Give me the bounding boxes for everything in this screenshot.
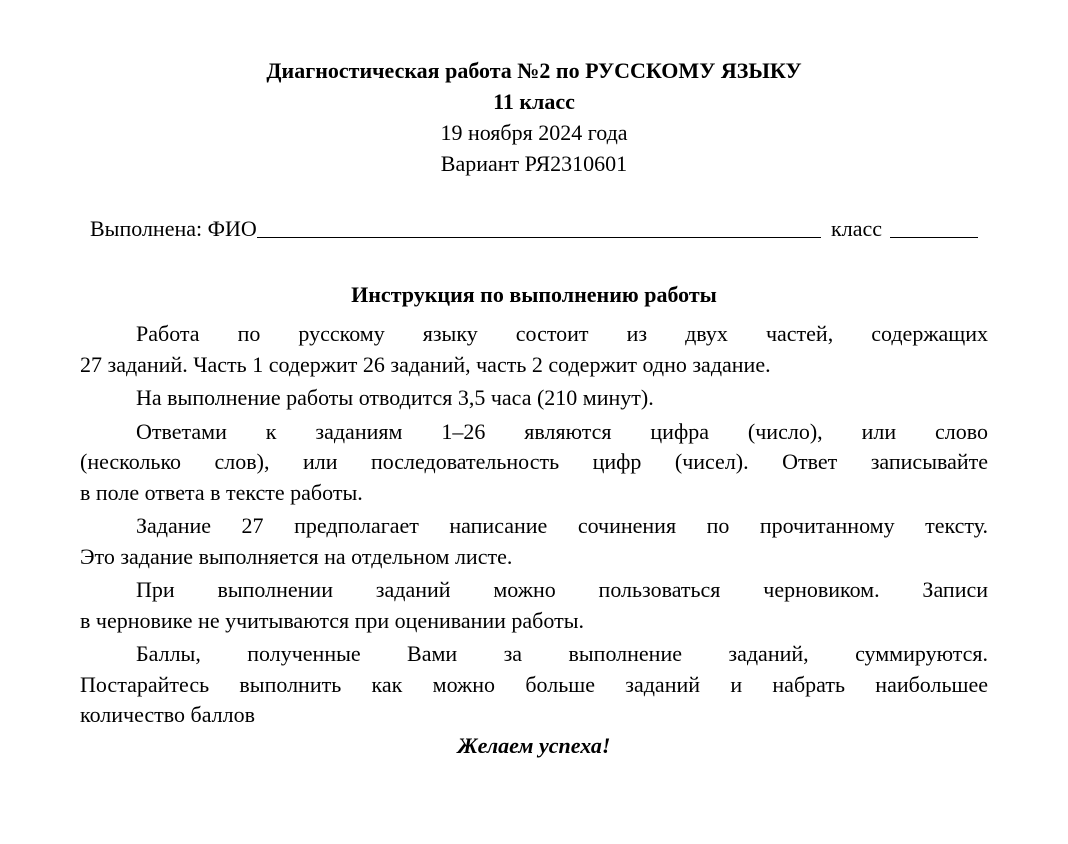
paragraph-line: Ответами к заданиям 1–26 являются цифра (число), или слово: [136, 418, 988, 444]
paragraph-line: Работа по русскому языку состоит из двух частей, содержащих: [136, 321, 988, 346]
document-title: Диагностическая работа №2 по РУССКОМУ ЯЗЫКУ: [266, 58, 802, 83]
paragraph-line: количество баллов: [80, 702, 256, 727]
paragraph-line: в черновике не учитываются при оценивании работы.: [80, 607, 584, 633]
instructions-title: Инструкция по выполнению работы: [351, 282, 717, 307]
grade: 11 класс: [493, 89, 575, 114]
instruction-paragraph: [80, 511, 988, 572]
paragraph-line: Баллы, полученные Вами за выполнение заданий, суммируются.: [136, 641, 988, 666]
instruction-paragraph: [80, 417, 988, 509]
date: 19 ноября 2024 года: [440, 120, 628, 145]
paragraph-line: Задание 27 предполагает написание сочинения по прочитанному тексту.: [136, 513, 988, 538]
paragraph-line: в поле ответа в тексте работы.: [80, 479, 363, 505]
instruction-paragraph: [80, 319, 988, 380]
fio-line: [90, 214, 978, 244]
class-blank[interactable]: [890, 215, 978, 238]
paragraph-line: При выполнении заданий можно пользоваться черновиком. Записи: [136, 577, 988, 602]
paragraph-line: 27 заданий. Часть 1 содержит 26 заданий, часть 2 содержит одно задание.: [80, 351, 771, 377]
instruction-paragraph: [80, 639, 988, 731]
variant: Вариант РЯ2310601: [440, 151, 628, 176]
paragraph-line: На выполнение работы отводится 3,5 часа (210 минут).: [136, 385, 654, 410]
paragraph-line: Это задание выполняется на отдельном листе.: [80, 543, 513, 569]
document-header: [0, 55, 1068, 179]
closing-wish: Желаем успеха!: [457, 733, 611, 758]
paragraph-line: (несколько слов), или последовательность цифр (чисел). Ответ записывайте: [80, 449, 988, 474]
class-label: класс: [831, 216, 882, 241]
instruction-paragraph: [80, 575, 988, 636]
instructions-body: [80, 319, 988, 734]
instruction-paragraph: [80, 383, 988, 414]
fio-blank[interactable]: [257, 215, 821, 238]
fio-label: Выполнена: ФИО: [90, 216, 257, 241]
paragraph-line: Постарайтесь выполнить как можно больше заданий и набрать наибольшее: [80, 671, 988, 697]
